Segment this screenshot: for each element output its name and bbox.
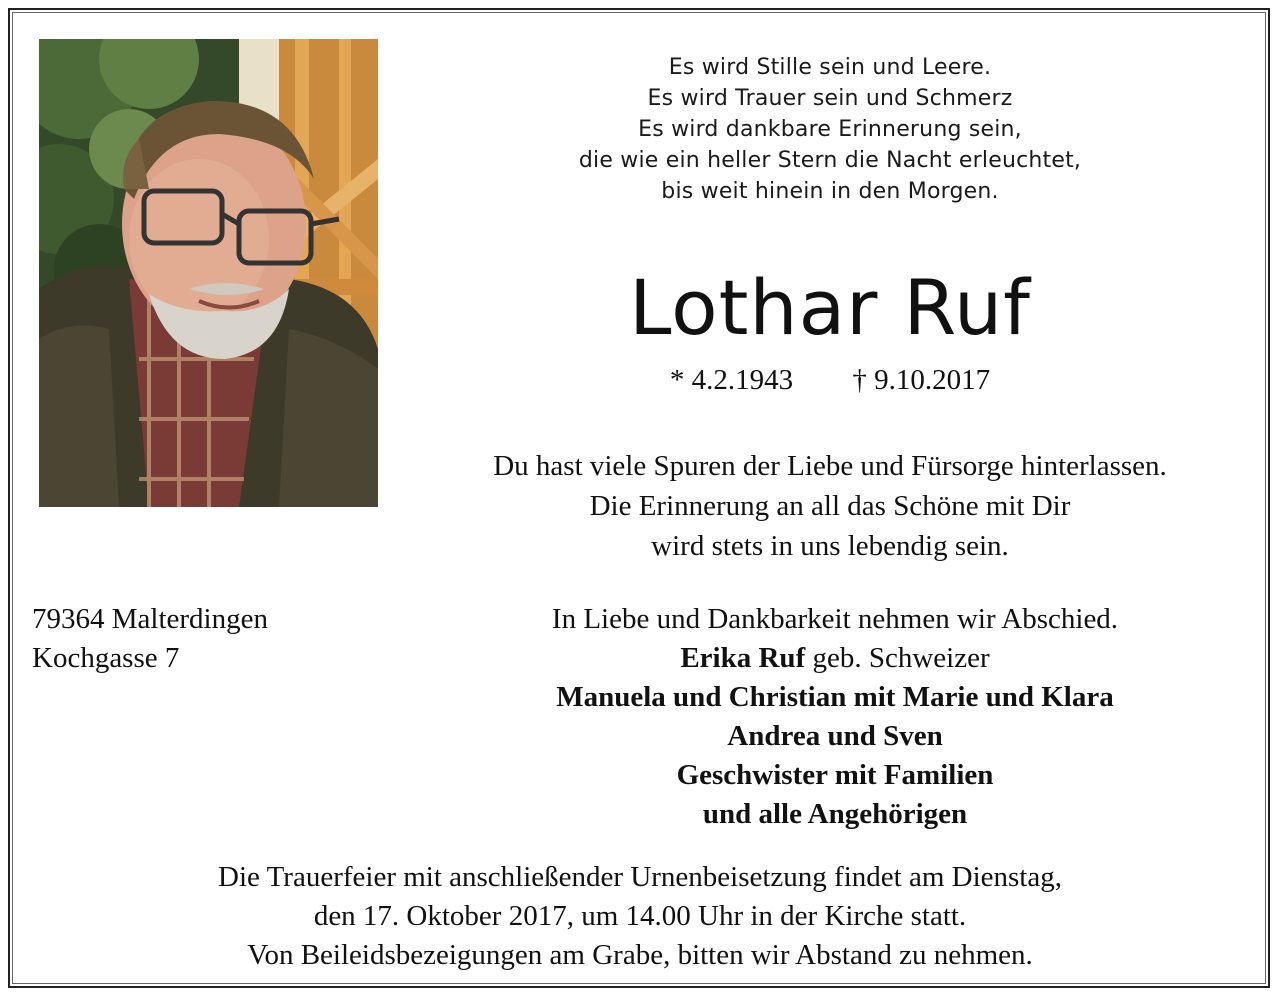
- service-line: Die Trauerfeier mit anschließender Urnenbeisetzung findet am Dienstag,: [218, 861, 1062, 893]
- mourner-line: Andrea und Sven: [727, 720, 943, 752]
- spouse-maiden-name: geb. Schweizer: [805, 642, 990, 674]
- mourner-line: Manuela und Christian mit Marie und Klara: [556, 681, 1114, 713]
- address-block: [32, 600, 372, 678]
- tribute-line: Die Erinnerung an all das Schöne mit Dir: [589, 490, 1071, 522]
- birth-date: * 4.2.1943: [669, 364, 794, 396]
- tribute-text: [420, 446, 1240, 566]
- death-date: † 9.10.2017: [852, 364, 991, 396]
- service-line: Von Beileidsbezeigungen am Grabe, bitten wir Abstand zu nehmen.: [247, 939, 1033, 971]
- poem: [440, 52, 1220, 207]
- portrait-photo-icon: [39, 39, 378, 507]
- poem-line: Es wird Trauer sein und Schmerz: [647, 86, 1013, 111]
- tribute-line: wird stets in uns lebendig sein.: [651, 530, 1009, 562]
- poem-line: die wie ein heller Stern die Nacht erleuchtet,: [578, 148, 1082, 173]
- deceased-name: Lothar Ruf: [629, 263, 1031, 352]
- family-block: [440, 600, 1230, 834]
- service-line: den 17. Oktober 2017, um 14.00 Uhr in der Kirche statt.: [313, 900, 967, 932]
- poem-line: bis weit hinein in den Morgen.: [661, 179, 999, 204]
- spouse-name: Erika Ruf: [680, 642, 806, 674]
- poem-line: Es wird dankbare Erinnerung sein,: [638, 117, 1022, 142]
- poem-line: Es wird Stille sein und Leere.: [668, 55, 992, 80]
- mourner-line: Geschwister mit Familien: [676, 759, 994, 791]
- farewell-intro: In Liebe und Dankbarkeit nehmen wir Abschied.: [551, 603, 1119, 635]
- address-line-city: 79364 Malterdingen: [32, 603, 268, 635]
- service-notice: [40, 858, 1240, 975]
- spouse-line: [440, 639, 1230, 678]
- tribute-line: Du hast viele Spuren der Liebe und Fürsorge hinterlassen.: [493, 450, 1167, 482]
- life-dates: [440, 362, 1220, 398]
- address-line-street: Kochgasse 7: [32, 642, 180, 674]
- portrait-photo: [39, 39, 378, 507]
- mourner-line: und alle Angehörigen: [702, 798, 968, 830]
